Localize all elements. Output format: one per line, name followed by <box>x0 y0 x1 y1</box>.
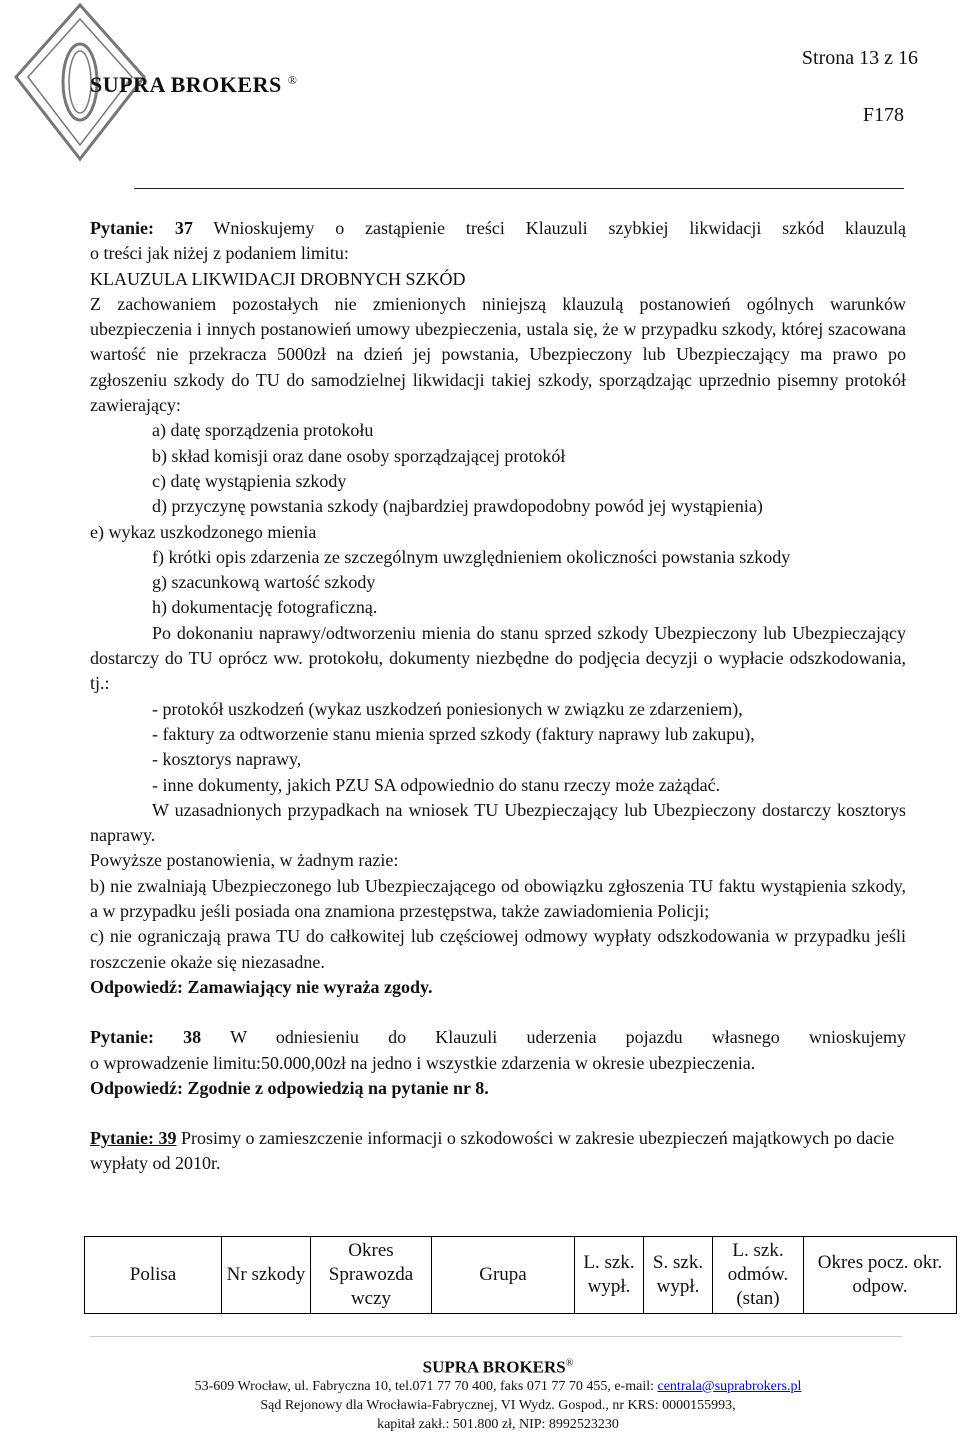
document-body <box>90 216 906 1177</box>
q38-line1: Pytanie: 38 W odniesieniu do Klauzuli uderzenia pojazdu własnego wnioskujemy <box>90 1027 906 1048</box>
provisions-intro: Powyższe postanowienia, w żadnym razie: <box>90 850 399 871</box>
col-header: L. szk. wypł. <box>575 1237 644 1314</box>
col-header: Okres Sprawozda wczy <box>311 1237 432 1314</box>
clause-item-c: c) datę wystąpienia szkody <box>152 470 347 491</box>
provision-c: c) nie ograniczają prawa TU do całkowitej lub częściowej odmowy wypłaty odszkodowania w przypadku jeśli roszczenie okaże się niezasadne. <box>90 926 906 972</box>
page-number: Strona 13 z 16 <box>801 47 918 69</box>
required-doc-2: - faktury za odtworzenie stanu mienia sprzed szkody (faktury naprawy lub zakupu), <box>152 723 755 744</box>
col-header: S. szk. wypł. <box>644 1237 713 1314</box>
justified-cases-paragraph: W uzasadnionych przypadkach na wniosek TU Ubezpieczający lub Ubezpieczony dostarczy kosztorys naprawy. <box>90 799 906 846</box>
q37-intro-line2: o treści jak niżej z podaniem limitu: <box>90 243 349 264</box>
repair-paragraph: Po dokonaniu naprawy/odtworzeniu mienia do stanu sprzed szkody Ubezpieczony lub Ubezpieczający dostarczy do TU oprócz ww. protokołu, dokumenty niezbędne do podjęcia decyzji o wypłacie odszkodowania, tj.: <box>90 622 906 694</box>
footer-divider <box>90 1336 902 1337</box>
col-header: Polisa <box>85 1237 222 1314</box>
page-footer <box>60 1354 936 1434</box>
q37-intro-line1: Pytanie: 37 Wnioskujemy o zastąpienie treści Klauzuli szybkiej likwidacji szkód klauzulą <box>90 218 906 238</box>
email-link[interactable]: centrala@suprabrokers.pl <box>657 1378 802 1394</box>
col-header: Grupa <box>432 1237 575 1314</box>
required-doc-4: - inne dokumenty, jakich PZU SA odpowiednio do stanu rzeczy może zażądać. <box>152 774 721 795</box>
q39-question: Pytanie: 39 Prosimy o zamieszczenie informacji o szkodowości w zakresie ubezpieczeń majątkowych po dacie wypłaty od 2010r. <box>90 1128 895 1174</box>
clause-item-d: d) przyczynę powstania szkody (najbardziej prawdopodobny powód jej wystąpienia) <box>152 496 763 517</box>
footer-capital: kapitał zakł.: 501.800 zł, NIP: 8992523230 <box>377 1416 619 1432</box>
footer-address: 53-609 Wrocław, ul. Fabryczna 10, tel.071 77 70 400, faks 071 77 70 455, e-mail: centrala@suprabrokers.pl <box>194 1378 802 1394</box>
footer-court: Sąd Rejonowy dla Wrocławia-Fabrycznej, VI Wydz. Gospod., nr KRS: 0000155993, <box>260 1397 736 1413</box>
q37-answer: Odpowiedź: Zamawiający nie wyraża zgody. <box>90 976 433 997</box>
footer-brand: SUPRA BROKERS® <box>422 1357 574 1377</box>
clause-item-a: a) datę sporządzenia protokołu <box>152 420 374 441</box>
clause-body: Z zachowaniem pozostałych nie zmienionych niniejszą klauzulą postanowień ogólnych warunków ubezpieczenia i innych postanowień umowy ubezpieczenia, ustala się, że w przypadku szkody, której szacowana wartość nie przekracza 5000zł na dzień jej powstania, Ubezpieczony lub Ubezpieczający ma prawo po zgłoszeniu szkody do TU do samodzielnej likwidacji takiej szkody, sporządzając uprzednio pisemny protokół zawierający: <box>90 293 906 416</box>
col-header: Nr szkody <box>222 1237 311 1314</box>
document-code: F178 <box>862 104 904 126</box>
clause-item-f: f) krótki opis zdarzenia ze szczególnym uwzględnieniem okoliczności powstania szkody <box>152 546 791 567</box>
q38-line2: o wprowadzenie limitu:50.000,00zł na jedno i wszystkie zdarzenia w okresie ubezpieczenia. <box>90 1052 756 1073</box>
col-header: L. szk. odmów. (stan) <box>713 1237 804 1314</box>
q38-answer: Odpowiedź: Zgodnie z odpowiedzią na pytanie nr 8. <box>90 1077 489 1098</box>
clause-item-g: g) szacunkową wartość szkody <box>152 572 376 593</box>
clause-item-e: e) wykaz uszkodzonego mienia <box>90 521 317 542</box>
required-doc-1: - protokół uszkodzeń (wykaz uszkodzeń poniesionych w związku ze zdarzeniem), <box>152 698 743 719</box>
col-header: Okres pocz. okr. odpow. <box>804 1237 957 1314</box>
clause-item-b: b) skład komisji oraz dane osoby sporządzającej protokół <box>152 445 566 466</box>
clause-title: KLAUZULA LIKWIDACJI DROBNYCH SZKÓD <box>90 268 466 289</box>
header-brand: SUPRA BROKERS ® <box>90 72 298 97</box>
provision-b: b) nie zwalniają Ubezpieczonego lub Ubezpieczającego od obowiązku zgłoszenia TU faktu wystąpienia szkody, a w przypadku jeśli posiada ona znamiona przestępstwa, także zawiadomienia Policji; <box>90 875 906 922</box>
header-divider <box>134 188 904 189</box>
claims-history-table <box>84 1236 957 1314</box>
required-doc-3: - kosztorys naprawy, <box>152 749 302 770</box>
table-header-row <box>85 1237 957 1314</box>
clause-item-h: h) dokumentację fotograficzną. <box>152 597 378 618</box>
